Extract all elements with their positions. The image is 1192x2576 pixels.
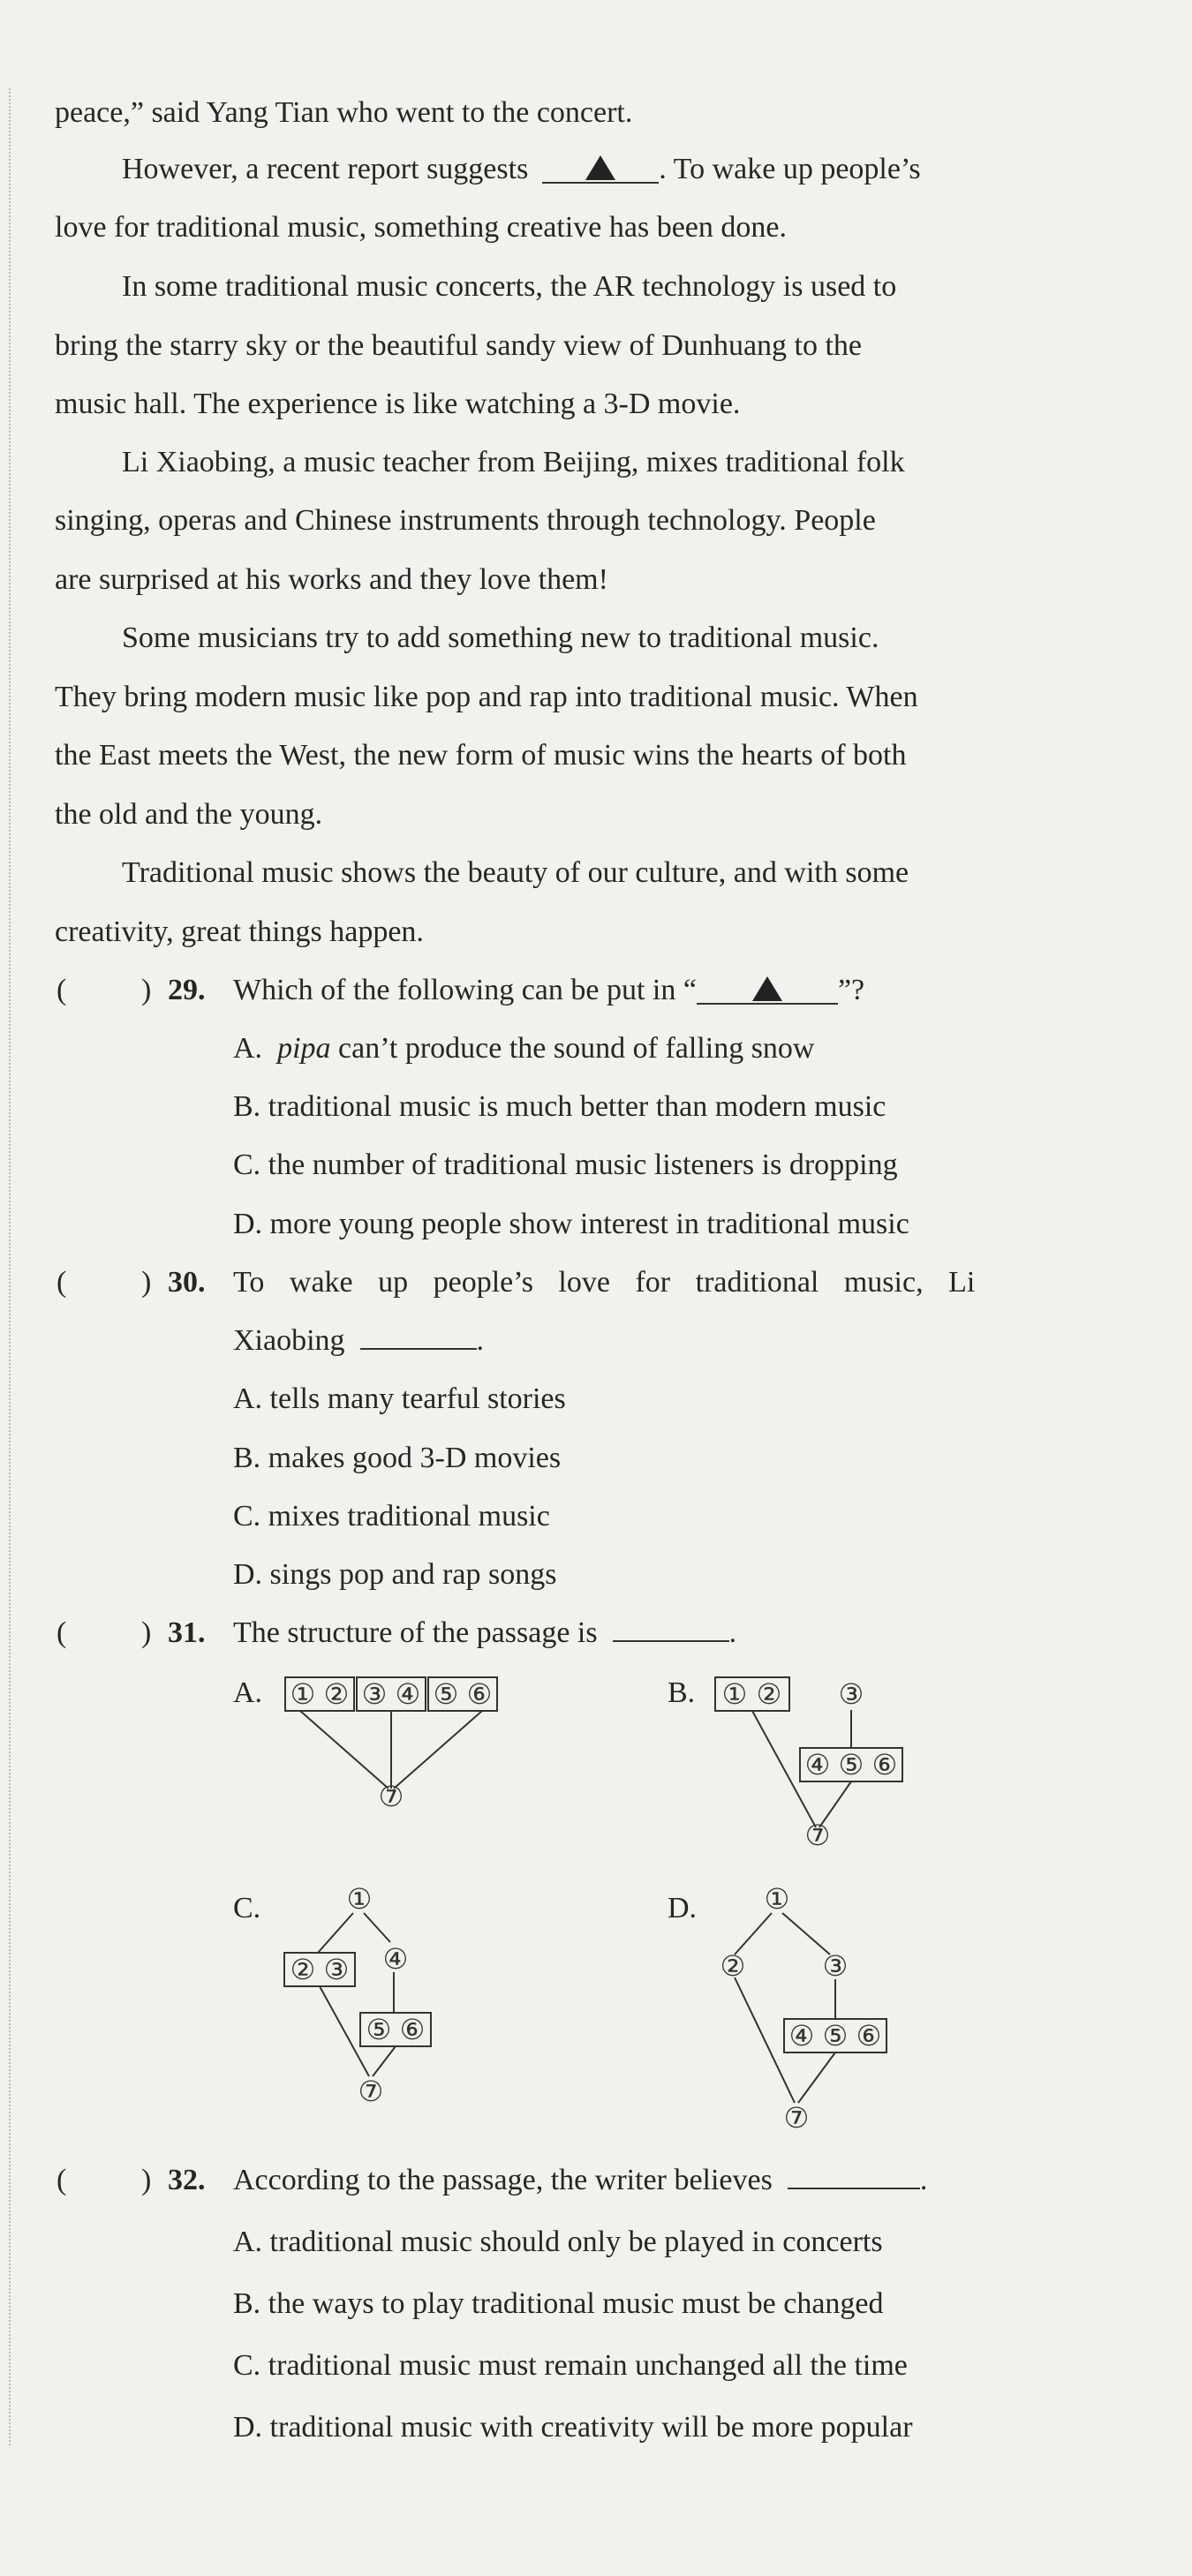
node-3: ③ [838, 1677, 864, 1711]
node-2: ② [756, 1677, 782, 1711]
node-2: ② [290, 1953, 316, 1986]
option-c[interactable]: C. [233, 1892, 261, 1924]
option-d[interactable]: D. [668, 1892, 698, 1924]
answer-blank[interactable] [613, 1616, 729, 1642]
option-text: can’t produce the sound of falling snow [330, 1032, 815, 1065]
option-a[interactable]: A. [233, 1676, 263, 1709]
option-b[interactable]: B. the ways to play traditional music must be changed [233, 2287, 884, 2320]
node-4: ④ [788, 2019, 815, 2053]
passage-line: the old and the young. [55, 798, 323, 831]
question-stem-text: Which of the following can be put in “ [233, 974, 697, 1006]
node-3: ③ [361, 1677, 388, 1711]
answer-blank-with-triangle [542, 152, 659, 184]
passage-line: Traditional music shows the beauty of our culture, and with some [122, 856, 909, 889]
passage-line: In some traditional music concerts, the AR technology is used to [122, 270, 897, 303]
answer-paren-open: ( [57, 974, 67, 1006]
node-6: ⑥ [399, 2013, 426, 2046]
structure-diagram-a [265, 1664, 521, 1823]
question-stem-text: . [476, 1324, 485, 1357]
option-b[interactable]: B. makes good 3-D movies [233, 1442, 562, 1474]
question-number: 31. [168, 1616, 206, 1649]
question-stem-text: . [728, 1616, 737, 1649]
node-6: ⑥ [856, 2019, 882, 2053]
option-a[interactable]: A. traditional music should only be played in concerts [233, 2226, 883, 2258]
passage-line: Li Xiaobing, a music teacher from Beijing, mixes traditional folk [122, 446, 905, 478]
question-stem-text: . [919, 2164, 928, 2196]
option-a[interactable] [233, 1031, 814, 1066]
node-1: ① [764, 1882, 790, 1916]
answer-blank[interactable] [788, 2163, 920, 2189]
node-1: ① [346, 1882, 373, 1916]
node-5: ⑤ [822, 2019, 849, 2053]
option-b[interactable]: B. traditional music is much better than modern music [233, 1090, 886, 1123]
structure-diagram-b [706, 1664, 936, 1858]
passage-line: peace,” said Yang Tian who went to the concert. [55, 96, 633, 129]
triangle-icon [585, 155, 615, 180]
node-4: ④ [395, 1677, 421, 1711]
node-1: ① [290, 1677, 316, 1711]
triangle-icon [752, 976, 782, 1001]
node-5: ⑤ [433, 1677, 459, 1711]
option-d[interactable]: D. more young people show interest in traditional music [233, 1208, 909, 1240]
passage-line: creativity, great things happen. [55, 915, 424, 948]
passage-line: bring the starry sky or the beautiful sandy view of Dunhuang to the [55, 329, 863, 362]
option-b[interactable]: B. [668, 1676, 696, 1709]
node-7: ⑦ [378, 1780, 404, 1813]
structure-diagram-d [706, 1880, 936, 2136]
node-5: ⑤ [366, 2013, 392, 2046]
node-7: ⑦ [783, 2101, 810, 2135]
node-4: ④ [804, 1748, 831, 1781]
passage-line: love for traditional music, something creative has been done. [55, 211, 787, 244]
answer-blank-with-triangle [697, 973, 838, 1005]
option-c[interactable]: C. mixes traditional music [233, 1500, 550, 1533]
answer-paren-close: ) [141, 1266, 152, 1299]
answer-blank[interactable] [360, 1323, 477, 1350]
node-7: ⑦ [804, 1819, 831, 1852]
answer-paren-close: ) [141, 1616, 152, 1649]
question-stem: To wake up people’s love for traditional music, Li [233, 1266, 976, 1299]
passage-line: music hall. The experience is like watching a 3-D movie. [55, 388, 741, 420]
structure-diagram-c [265, 1880, 494, 2110]
node-2: ② [323, 1677, 350, 1711]
passage-text: However, a recent report suggests [122, 153, 529, 185]
node-6: ⑥ [871, 1748, 898, 1781]
passage-line [122, 152, 1190, 187]
question-number: 32. [168, 2164, 206, 2196]
passage-line: are surprised at his works and they love them! [55, 563, 608, 596]
binding-margin-line [9, 88, 11, 2445]
question-stem-text: Xiaobing [233, 1324, 345, 1357]
question-stem [233, 1616, 736, 1651]
option-italic-word: pipa [277, 1032, 331, 1065]
node-3: ③ [323, 1953, 350, 1986]
node-1: ① [721, 1677, 748, 1711]
answer-paren-open: ( [57, 2164, 67, 2196]
node-3: ③ [822, 1949, 849, 1983]
question-stem [233, 2163, 927, 2198]
answer-paren-open: ( [57, 1266, 67, 1299]
answer-paren-close: ) [141, 974, 152, 1006]
node-7: ⑦ [358, 2075, 384, 2108]
option-d[interactable]: D. sings pop and rap songs [233, 1558, 557, 1591]
option-d[interactable]: D. traditional music with creativity will be more popular [233, 2411, 913, 2444]
answer-paren-close: ) [141, 2164, 152, 2196]
answer-paren-open: ( [57, 1616, 67, 1649]
question-stem-text: ”? [837, 974, 865, 1006]
option-letter: A. [233, 1032, 263, 1065]
passage-text: . To wake up people’s [659, 153, 921, 185]
node-6: ⑥ [466, 1677, 493, 1711]
question-number: 30. [168, 1266, 206, 1299]
option-a[interactable]: A. tells many tearful stories [233, 1382, 566, 1415]
option-c[interactable]: C. the number of traditional music listeners is dropping [233, 1149, 898, 1181]
option-c[interactable]: C. traditional music must remain unchanged all the time [233, 2349, 908, 2382]
question-stem-text: According to the passage, the writer believes [233, 2164, 773, 2196]
passage-line: Some musicians try to add something new to traditional music. [122, 621, 879, 654]
passage-line: singing, operas and Chinese instruments through technology. People [55, 504, 876, 537]
node-2: ② [720, 1949, 746, 1983]
question-stem [233, 973, 864, 1008]
passage-line: They bring modern music like pop and rap into traditional music. When [55, 681, 918, 713]
node-5: ⑤ [838, 1748, 864, 1781]
question-stem-text: The structure of the passage is [233, 1616, 598, 1649]
question-number: 29. [168, 974, 206, 1006]
node-4: ④ [382, 1942, 409, 1976]
question-stem [233, 1323, 484, 1359]
passage-line: the East meets the West, the new form of music wins the hearts of both [55, 739, 907, 772]
